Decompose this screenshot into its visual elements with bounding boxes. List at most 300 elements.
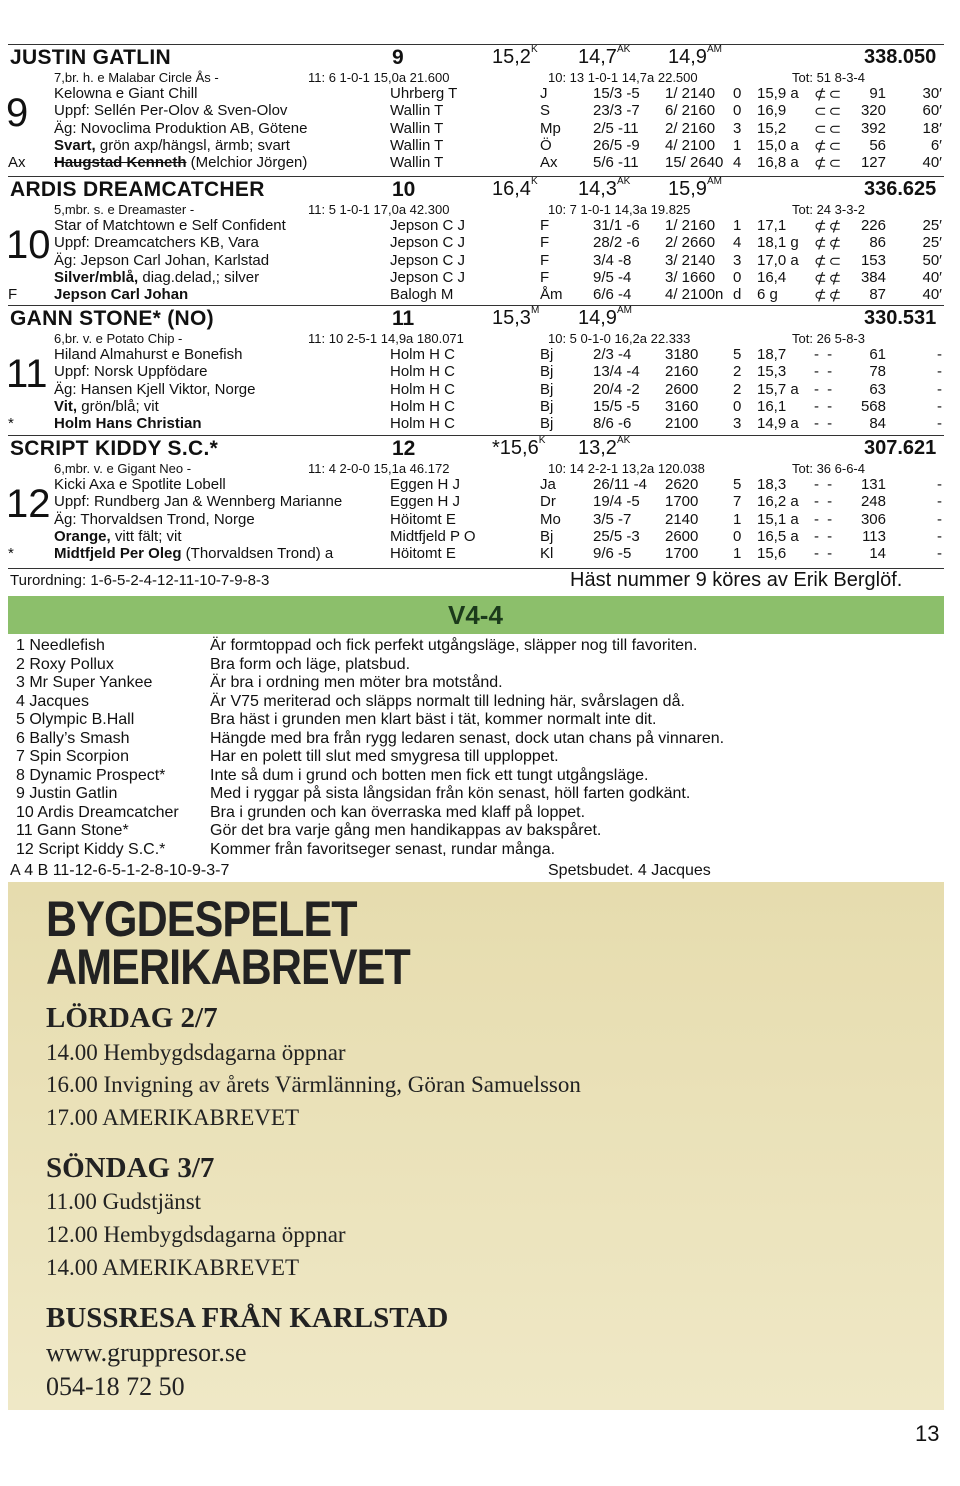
horse-info: Kelowna e Giant Chill xyxy=(54,85,198,102)
record-time xyxy=(668,46,722,69)
race-cell: 18,3 xyxy=(757,476,787,493)
race-cell: 2600 xyxy=(665,527,699,545)
race-cell: 5/6 -11 xyxy=(593,154,639,172)
race-cell: 568 xyxy=(860,397,886,415)
race-cell: 3 xyxy=(733,119,742,137)
race-cell: 16,1 xyxy=(757,397,787,415)
race-cell: Ja xyxy=(540,476,556,493)
race-cell: 16,9 xyxy=(757,102,787,120)
race-cell: 2160 xyxy=(665,363,699,381)
record-time xyxy=(492,307,539,330)
horse-info: Uppf: Sellén Per-Olov & Sven-Olov xyxy=(54,102,288,120)
race-cell: 40′ xyxy=(922,268,942,286)
comment-horse: 8 Dynamic Prospect* xyxy=(16,766,166,784)
race-cell: Wallin T xyxy=(390,136,444,154)
race-cell: - xyxy=(937,545,942,563)
stats-2010: 10: 14 2-2-1 13,2a 120.038 xyxy=(548,461,705,476)
race-cell: 6/6 -4 xyxy=(593,286,632,304)
race-cell: Balogh M xyxy=(390,286,454,304)
comment-horse: 6 Bally’s Smash xyxy=(16,729,130,747)
record-value: 15,2 xyxy=(492,46,531,68)
race-cell: 2100 xyxy=(665,415,699,433)
comment-horse: 2 Roxy Pollux xyxy=(16,655,114,673)
ad-item: 14.00 Hembygdsdagarna öppnar xyxy=(46,1040,346,1065)
divider xyxy=(8,305,944,306)
race-cell: 16,5 a xyxy=(757,527,799,545)
race-cell: Höitomt E xyxy=(390,510,456,528)
race-cell: Wallin T xyxy=(390,102,444,120)
race-cell: 9/5 -4 xyxy=(593,268,632,286)
driver-name: Jepson Carl Johan xyxy=(54,286,189,304)
race-cell: Dr xyxy=(540,493,556,511)
horse-info: Uppf: Rundberg Jan & Wennberg Marianne xyxy=(54,493,343,511)
comment-text: Hängde med bra från rygg ledaren senast, dock utan chans på vinnaren. xyxy=(210,729,725,747)
race-cell: Wallin T xyxy=(390,154,444,172)
race-cell: ⊄⊄ xyxy=(814,287,844,305)
stats-total: Tot: 36 6-6-4 xyxy=(792,461,865,476)
stats-2011: 11: 4 2-0-0 15,1a 46.172 xyxy=(308,461,450,476)
race-cell: Jepson C J xyxy=(390,268,466,286)
comment-text: Är V75 meriterad och släpps normalt till ledning här, svårslagen då. xyxy=(210,692,685,710)
race-cell: F xyxy=(540,234,550,252)
race-cell: 7 xyxy=(733,493,742,511)
comment-horse: 11 Gann Stone* xyxy=(16,822,129,839)
record-type: K xyxy=(530,44,538,55)
race-cell: 153 xyxy=(860,251,886,269)
race-cell: 15,1 a xyxy=(757,510,799,528)
record-time xyxy=(578,178,630,201)
race-cell: 2/3 -4 xyxy=(593,346,632,363)
comment-text: Är formtoppad och fick perfekt utgångsläge, släpper nog till favoriten. xyxy=(210,637,698,654)
record-time xyxy=(492,46,538,69)
race-cell: 3/ 1660 xyxy=(665,268,716,286)
race-cell: 1/ 2140 xyxy=(665,85,716,102)
race-cell: Bj xyxy=(540,527,554,545)
race-cell: 1700 xyxy=(665,493,699,511)
record-value: *15,6 xyxy=(492,437,539,459)
colors-main: Svart, xyxy=(54,136,96,154)
horse-number: 10 xyxy=(392,178,416,201)
record-type: AM xyxy=(706,176,722,187)
stats-2011: 11: 5 1-0-1 17,0a 42.300 xyxy=(308,202,450,217)
pedigree: 7,br. h. e Malabar Circle Ås - xyxy=(54,70,219,85)
race-cell: 25′ xyxy=(922,234,942,252)
record-value: 13,2 xyxy=(578,437,617,459)
record-type: AM xyxy=(616,305,632,316)
race-cell: 26/5 -9 xyxy=(593,136,640,154)
stats-2010: 10: 13 1-0-1 14,7a 22.500 xyxy=(548,70,698,85)
driver xyxy=(54,415,202,432)
comment-text: Bra form och läge, platsbud. xyxy=(210,655,411,673)
horse-info: Uppf: Dreamcatchers KB, Vara xyxy=(54,234,259,252)
race-cell: ⊄⊄ xyxy=(814,235,844,253)
race-cell: 113 xyxy=(862,527,886,545)
race-cell: 56 xyxy=(869,136,886,154)
stats-total: Tot: 24 3-3-2 xyxy=(792,202,865,217)
race-cell: - xyxy=(937,346,942,363)
record-type: M xyxy=(530,305,540,316)
race-cell: ⊄⊄ xyxy=(814,269,844,287)
race-cell: - - xyxy=(814,510,835,528)
racing-colors xyxy=(54,269,259,286)
colors-rest: diag.delad,; silver xyxy=(138,268,260,286)
race-cell: 15,9 a xyxy=(757,85,799,102)
race-cell: 1 xyxy=(733,217,742,234)
race-cell: 226 xyxy=(860,217,886,234)
race-cell: - xyxy=(937,397,942,415)
horse-info: Kicki Axa e Spotlite Lobell xyxy=(54,476,226,493)
horse-info: Äg: Hansen Kjell Viktor, Norge xyxy=(54,380,256,398)
race-cell: ⊄⊂ xyxy=(814,252,844,270)
race-cell: 87 xyxy=(869,286,886,304)
race-cell: 16,2 a xyxy=(757,493,799,511)
race-cell: Holm H C xyxy=(390,363,456,381)
race-cell: Bj xyxy=(540,380,554,398)
comment-text: Kommer från favoritseger senast, rundar många. xyxy=(210,840,556,858)
comment-horse: 5 Olympic B.Hall xyxy=(16,711,135,728)
driver-extra: (Thorvaldsen Trond) a xyxy=(181,545,334,563)
ad-phone: 054-18 72 50 xyxy=(46,1372,185,1401)
horse-info: Äg: Thorvaldsen Trond, Norge xyxy=(54,510,255,528)
race-cell: Midtfjeld P O xyxy=(390,527,476,545)
stats-2011: 11: 6 1-0-1 15,0a 21.600 xyxy=(308,70,450,85)
ad-day-1: LÖRDAG 2/7 xyxy=(46,1002,218,1034)
record-value: 15,9 xyxy=(668,178,707,200)
pedigree: 5,mbr. s. e Dreamaster - xyxy=(54,202,195,217)
ad-item: 11.00 Gudstjänst xyxy=(46,1189,202,1214)
race-cell: 28/2 -6 xyxy=(593,234,640,252)
race-cell: 9/6 -5 xyxy=(593,545,632,563)
race-cell: - - xyxy=(814,545,835,563)
spetsbud: Spetsbudet. 4 Jacques xyxy=(548,862,711,879)
race-cell: Åm xyxy=(540,286,563,304)
race-cell: 1/ 2160 xyxy=(665,217,716,234)
race-cell: Kl xyxy=(540,545,554,563)
record-value: 14,9 xyxy=(668,46,707,68)
record-time xyxy=(578,46,630,69)
race-cell: 16,8 a xyxy=(757,154,799,172)
race-cell: Eggen H J xyxy=(390,493,461,511)
race-cell: 25/5 -3 xyxy=(593,527,640,545)
race-cell: 3 xyxy=(733,251,742,269)
race-cell: 392 xyxy=(860,119,886,137)
race-cell: Jepson C J xyxy=(390,217,466,234)
race-cell: 17,0 a xyxy=(757,251,799,269)
points: 330.531 xyxy=(864,307,937,329)
race-cell: ⊂⊂ xyxy=(814,120,844,138)
comment-text: Inte så dum i grund och botten men fick ett tungt utgångsläge. xyxy=(210,766,649,784)
race-cell: 2/5 -11 xyxy=(593,119,639,137)
race-cell: Holm H C xyxy=(390,397,456,415)
race-cell: S xyxy=(540,102,551,120)
race-cell: 26/11 -4 xyxy=(593,476,647,493)
race-cell: 2 xyxy=(733,380,742,398)
horse-name: GANN STONE* (NO) xyxy=(10,307,214,330)
race-cell: 2140 xyxy=(665,510,699,528)
record-value: 15,3 xyxy=(492,307,531,329)
comment-horse: 9 Justin Gatlin xyxy=(16,785,118,802)
race-cell: Jepson C J xyxy=(390,234,466,252)
ad-title-2: AMERIKABREVET xyxy=(46,939,410,995)
race-cell: Holm H C xyxy=(390,415,456,433)
race-cell: 15/ 2640 xyxy=(665,154,724,172)
race-cell: 16,4 xyxy=(757,268,787,286)
race-cell: 15/3 -5 xyxy=(593,85,640,102)
driver xyxy=(54,545,333,562)
race-cell: Uhrberg T xyxy=(390,85,458,102)
race-cell: 25′ xyxy=(922,217,942,234)
race-cell: 14,9 a xyxy=(757,415,799,433)
divider xyxy=(8,176,944,177)
race-cell: 3/4 -8 xyxy=(593,251,632,269)
ad-item: 16.00 Invigning av årets Värmlänning, Göran Samuelsson xyxy=(46,1072,581,1097)
comment-horse: 12 Script Kiddy S.C.* xyxy=(16,840,166,858)
race-cell: 2600 xyxy=(665,380,699,398)
stats-total: Tot: 26 5-8-3 xyxy=(792,331,865,346)
race-cell: 2620 xyxy=(665,476,699,493)
comment-text: Bra häst i grunden men klart bäst i tät, kommer normalt inte dit. xyxy=(210,711,657,728)
race-cell: 1 xyxy=(733,545,742,563)
start-number: 10 xyxy=(6,223,51,267)
record-time xyxy=(578,437,630,460)
driver-name: Holm Hans Christian xyxy=(54,415,202,433)
record-time xyxy=(578,307,632,330)
race-cell: 13/4 -4 xyxy=(593,363,640,381)
ad-website[interactable]: www.gruppresor.se xyxy=(46,1338,247,1367)
race-cell: 0 xyxy=(733,268,742,286)
colors-rest: grön/blå; vit xyxy=(77,397,159,415)
points: 307.621 xyxy=(864,437,937,459)
points: 336.625 xyxy=(864,178,937,200)
pedigree: 6,br. v. e Potato Chip - xyxy=(54,331,183,346)
racing-colors xyxy=(54,398,159,415)
race-cell: 1700 xyxy=(665,545,699,563)
race-cell: - - xyxy=(814,415,835,433)
race-cell: - - xyxy=(814,346,835,363)
race-cell: 78 xyxy=(869,363,886,381)
horse-name: JUSTIN GATLIN xyxy=(10,46,172,69)
race-cell: 15,3 xyxy=(757,363,787,381)
driver xyxy=(54,154,307,171)
race-cell: 31/1 -6 xyxy=(593,217,640,234)
race-cell: 4/ 2100n xyxy=(665,286,724,304)
race-cell: d xyxy=(733,286,742,304)
colors-main: Silver/mblå, xyxy=(54,268,139,286)
race-cell: 5 xyxy=(733,346,742,363)
race-cell: 6 g xyxy=(757,286,778,304)
race-cell: 8/6 -6 xyxy=(593,415,632,433)
record-type: K xyxy=(530,176,538,187)
comment-text: Gör det bra varje gång men handikappas av bakspåret. xyxy=(210,822,602,839)
race-cell: - - xyxy=(814,380,835,398)
race-cell: - xyxy=(937,476,942,493)
race-cell: 19/4 -5 xyxy=(593,493,640,511)
race-cell: - - xyxy=(814,476,835,493)
racing-colors xyxy=(54,137,290,154)
race-cell: 50′ xyxy=(922,251,942,269)
horse-number: 12 xyxy=(392,437,416,460)
race-cell: Mo xyxy=(540,510,561,528)
race-cell: 15,7 a xyxy=(757,380,799,398)
record-type: AM xyxy=(706,44,722,55)
race-cell: 4 xyxy=(733,154,742,172)
race-cell: Ö xyxy=(540,136,552,154)
racing-colors xyxy=(54,528,182,545)
horse-name: ARDIS DREAMCATCHER xyxy=(10,178,265,201)
race-cell: 306 xyxy=(860,510,886,528)
stats-2010: 10: 7 1-0-1 14,3a 19.825 xyxy=(548,202,691,217)
race-cell: Jepson C J xyxy=(390,251,466,269)
comment-text: Har en polett till slut med smygresa till upploppet. xyxy=(210,748,559,765)
ad-bus: BUSSRESA FRÅN KARLSTAD xyxy=(46,1302,449,1334)
ad-item: 17.00 AMERIKABREVET xyxy=(46,1105,299,1130)
race-cell: - - xyxy=(814,527,835,545)
race-cell: 3160 xyxy=(665,397,699,415)
race-cell: 40′ xyxy=(922,154,942,172)
race-cell: 127 xyxy=(860,154,886,172)
record-time xyxy=(492,437,545,460)
colors-main: Vit, xyxy=(54,397,78,415)
ab-line: A 4 B 11-12-6-5-1-2-8-10-9-3-7 xyxy=(10,862,230,879)
comment-text: Är bra i ordning men möter bra motstånd. xyxy=(210,674,503,691)
race-cell: 30′ xyxy=(922,85,942,102)
record-value: 14,7 xyxy=(578,46,617,68)
comment-horse: 10 Ardis Dreamcatcher xyxy=(16,803,179,821)
race-cell: 320 xyxy=(860,102,886,120)
race-cell: 61 xyxy=(869,346,886,363)
race-cell: Eggen H J xyxy=(390,476,461,493)
horse-name: SCRIPT KIDDY S.C.* xyxy=(10,437,219,460)
race-cell: 20/4 -2 xyxy=(593,380,640,398)
horse-info: Äg: Novoclima Produktion AB, Götene xyxy=(54,119,308,137)
race-cell: 18,1 g xyxy=(757,234,799,252)
record-time xyxy=(668,178,722,201)
ad-title-1: BYGDESPELET xyxy=(46,891,357,947)
divider xyxy=(8,44,944,45)
comment-horse: 3 Mr Super Yankee xyxy=(16,674,153,691)
comment-text: Bra i grunden och kan överraska med klaff på loppet. xyxy=(210,803,586,821)
record-time xyxy=(492,178,538,201)
record-value: 14,9 xyxy=(578,307,617,329)
colors-main: Orange, xyxy=(54,527,111,545)
race-cell: Ax xyxy=(540,154,558,172)
ad-day-2: SÖNDAG 3/7 xyxy=(46,1152,215,1184)
race-cell: F xyxy=(540,251,550,269)
mark-tag: * xyxy=(8,545,14,563)
record-type: K xyxy=(538,435,546,446)
race-cell: - xyxy=(937,510,942,528)
mark-tag: F xyxy=(8,286,18,304)
race-cell: 40′ xyxy=(922,286,942,304)
stats-2011: 11: 10 2-5-1 14,9a 180.071 xyxy=(308,331,464,346)
stats-total: Tot: 51 8-3-4 xyxy=(792,70,865,85)
race-cell: - xyxy=(937,415,942,433)
race-cell: Mp xyxy=(540,119,561,137)
start-number: 11 xyxy=(6,352,48,396)
start-number: 9 xyxy=(6,91,29,135)
driver-name: Midtfjeld Per Oleg xyxy=(54,545,182,563)
record-value: 16,4 xyxy=(492,178,531,200)
race-cell: Bj xyxy=(540,415,554,433)
race-cell: ⊄⊂ xyxy=(814,86,844,103)
driver-name: Haugstad Kenneth xyxy=(54,154,187,172)
race-cell: 4 xyxy=(733,234,742,252)
horse-info: Hiland Almahurst e Bonefish xyxy=(54,346,243,363)
race-cell: 1 xyxy=(733,136,742,154)
start-number: 12 xyxy=(6,482,51,526)
race-cell: 15,2 xyxy=(757,119,787,137)
horse-info: Star of Matchtown e Self Confident xyxy=(54,217,286,234)
race-cell: - xyxy=(937,363,942,381)
race-cell: ⊄⊂ xyxy=(814,155,844,173)
colors-rest: grön axp/hängsl, ärmb; svart xyxy=(95,136,290,154)
v44-heading: V4-4 xyxy=(448,600,503,630)
comment-horse: 1 Needlefish xyxy=(16,637,105,654)
race-cell: ⊄⊂ xyxy=(814,137,844,155)
horse-info: Äg: Jepson Carl Johan, Karlstad xyxy=(54,251,270,269)
driver-note: Häst nummer 9 köres av Erik Berglöf. xyxy=(570,569,903,591)
race-cell: 63 xyxy=(869,380,886,398)
race-cell: Bj xyxy=(540,397,554,415)
race-cell: 1 xyxy=(733,510,742,528)
race-cell: F xyxy=(540,268,550,286)
race-cell: - xyxy=(937,527,942,545)
race-cell: 2/ 2160 xyxy=(665,119,716,137)
race-cell: 0 xyxy=(733,85,742,102)
race-cell: - xyxy=(937,493,942,511)
race-cell: Bj xyxy=(540,346,554,363)
mark-tag: * xyxy=(8,415,14,433)
record-type: AK xyxy=(616,44,631,55)
race-cell: Wallin T xyxy=(390,119,444,137)
horse-number: 9 xyxy=(392,46,404,69)
race-cell: 6/ 2160 xyxy=(665,102,716,120)
driver-extra: (Melchior Jörgen) xyxy=(186,154,308,172)
comment-text: Med i ryggar på sista långsidan från kön senast, höll farten godkänt. xyxy=(210,785,691,802)
race-cell: 23/3 -7 xyxy=(593,102,640,120)
ad-item: 14.00 AMERIKABREVET xyxy=(46,1255,299,1280)
race-cell: J xyxy=(540,85,548,102)
pedigree: 6,mbr. v. e Gigant Neo - xyxy=(54,461,192,476)
race-cell: 3/5 -7 xyxy=(593,510,632,528)
race-cell: - xyxy=(937,380,942,398)
colors-rest: vitt fält; vit xyxy=(110,527,182,545)
record-type: AK xyxy=(616,176,631,187)
race-cell: Holm H C xyxy=(390,380,456,398)
mark-tag: Ax xyxy=(8,154,26,172)
race-cell: 18,7 xyxy=(757,346,787,363)
divider xyxy=(8,435,944,436)
race-cell: Höitomt E xyxy=(390,545,456,563)
ad-item: 12.00 Hembygdsdagarna öppnar xyxy=(46,1222,346,1247)
race-cell: 248 xyxy=(860,493,886,511)
race-cell: Holm H C xyxy=(390,346,456,363)
race-cell: 384 xyxy=(860,268,886,286)
race-cell: 131 xyxy=(860,476,886,493)
race-cell: 0 xyxy=(733,102,742,120)
race-cell: 15,6 xyxy=(757,545,787,563)
race-cell: 0 xyxy=(733,397,742,415)
record-value: 14,3 xyxy=(578,178,617,200)
race-cell: 15/5 -5 xyxy=(593,397,640,415)
record-type: AK xyxy=(616,435,631,446)
page-number: 13 xyxy=(915,1421,940,1446)
race-cell: 5 xyxy=(733,476,742,493)
comment-horse: 4 Jacques xyxy=(16,692,89,710)
turordning: Turordning: 1-6-5-2-4-12-11-10-7-9-8-3 xyxy=(10,572,270,589)
race-cell: - - xyxy=(814,493,835,511)
points: 338.050 xyxy=(864,46,937,68)
